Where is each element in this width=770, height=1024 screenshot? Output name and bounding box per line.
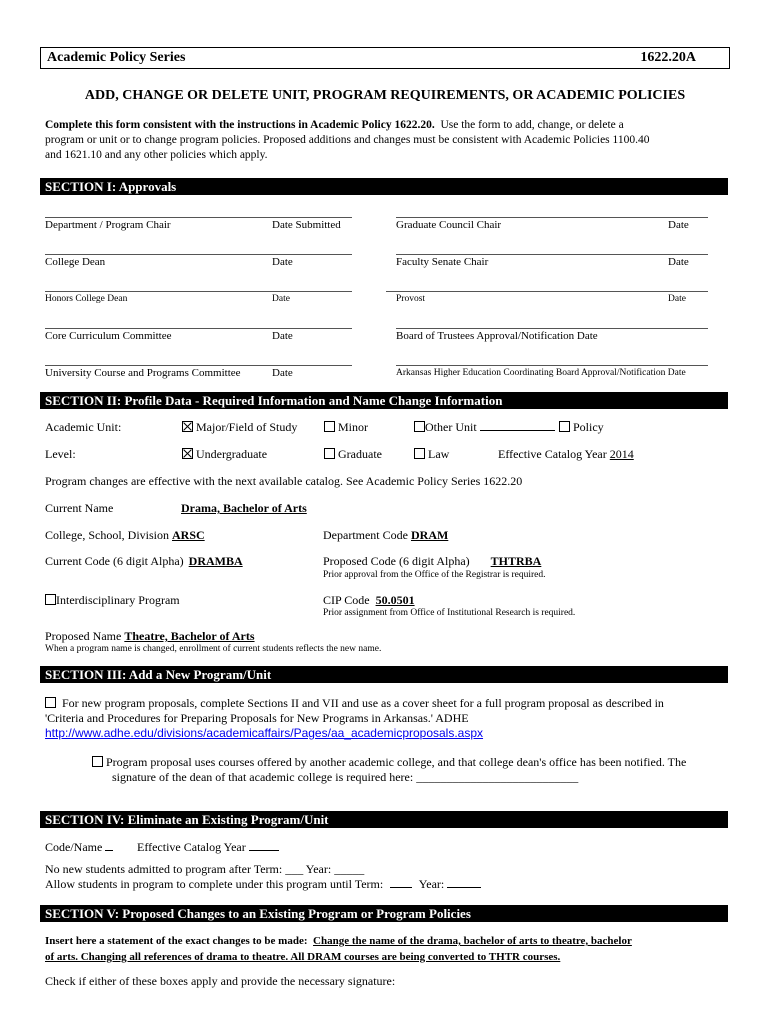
- dept-code-label: Department Code: [323, 528, 408, 542]
- proposed-name-label: Proposed Name: [45, 629, 122, 643]
- other-college-checkbox[interactable]: [92, 756, 103, 767]
- dept-code-field: [323, 528, 448, 543]
- law-option[interactable]: [414, 447, 449, 462]
- sig-line[interactable]: [45, 291, 352, 292]
- new-program-text-2: 'Criteria and Procedures for Preparing Proposals for New Programs in Arkansas.' ADHE: [45, 711, 469, 725]
- other-unit-label: Other Unit: [425, 420, 477, 434]
- sig-date-label: Date: [668, 256, 689, 268]
- elim-catalog-field: [137, 840, 279, 855]
- current-name-value[interactable]: Drama, Bachelor of Arts: [181, 501, 307, 515]
- no-new-students-line: No new students admitted to program after Term: ___ Year: _____: [45, 862, 365, 876]
- sig-line[interactable]: [386, 291, 708, 292]
- other-college-text-2: signature of the dean of that academic college is required here: ___________________________: [112, 770, 579, 784]
- sig-label: Arkansas Higher Education Coordinating Board Approval/Notification Date: [396, 368, 686, 378]
- intro-rest: Use the form to add, change, or delete a: [440, 119, 624, 131]
- code-name-field: [45, 840, 113, 855]
- interdisciplinary-option[interactable]: [45, 593, 180, 608]
- series-number: 1622.20A: [640, 50, 696, 65]
- effective-note: Program changes are effective with the next available catalog. See Academic Policy Series 1622.20: [45, 474, 523, 488]
- sig-line[interactable]: [45, 365, 352, 366]
- code-name-label: Code/Name: [45, 840, 103, 854]
- section3-heading: SECTION III: Add a New Program/Unit: [40, 666, 728, 683]
- exact-changes-text-2[interactable]: of arts. Changing all references of drama to theatre. All DRAM courses are being converted to THTR courses.: [45, 951, 561, 963]
- undergrad-checkbox[interactable]: [182, 448, 193, 459]
- minor-label: Minor: [338, 420, 368, 434]
- cip-field: [323, 593, 415, 608]
- allow-students-line: [45, 877, 481, 892]
- current-code-field: [45, 554, 243, 569]
- current-code-label: Current Code (6 digit Alpha): [45, 554, 184, 568]
- undergrad-label: Undergraduate: [196, 447, 268, 461]
- sig-line[interactable]: [396, 365, 708, 366]
- interdisciplinary-label: Interdisciplinary Program: [56, 593, 180, 607]
- sig-label: University Course and Programs Committee: [45, 367, 241, 379]
- sig-date-label: Date: [272, 330, 293, 342]
- other-college-text-1: Program proposal uses courses offered by another academic college, and that college dean's office has been notified. The: [106, 755, 687, 769]
- other-unit-checkbox[interactable]: [414, 421, 425, 432]
- sig-line[interactable]: [396, 254, 708, 255]
- college-value[interactable]: ARSC: [172, 528, 205, 542]
- exact-changes-label: Insert here a statement of the exact changes to be made:: [45, 935, 308, 947]
- section4-heading: SECTION IV: Eliminate an Existing Program/Unit: [40, 811, 728, 828]
- sig-date-label: Date: [272, 294, 290, 304]
- dept-code-value[interactable]: DRAM: [410, 528, 449, 542]
- new-program-checkbox[interactable]: [45, 697, 56, 708]
- policy-option[interactable]: [559, 420, 604, 435]
- elim-catalog-input[interactable]: [249, 850, 279, 851]
- sig-line[interactable]: [45, 254, 352, 255]
- sig-line[interactable]: [45, 328, 352, 329]
- current-name-label: Current Name: [45, 501, 114, 515]
- other-unit-field[interactable]: [480, 430, 555, 431]
- sig-label: Faculty Senate Chair: [396, 256, 489, 268]
- college-label: College, School, Division: [45, 528, 169, 542]
- proposed-code-label: Proposed Code (6 digit Alpha): [323, 554, 470, 568]
- adhe-link[interactable]: http://www.adhe.edu/divisions/academicaffairs/Pages/aa_academicproposals.aspx: [45, 726, 484, 740]
- policy-checkbox[interactable]: [559, 421, 570, 432]
- catalog-year-label: Effective Catalog Year: [498, 447, 607, 461]
- sig-date-label: Date: [668, 294, 686, 304]
- sig-date-label: Date: [668, 219, 689, 231]
- cip-value[interactable]: 50.0501: [375, 593, 415, 607]
- other-unit-option[interactable]: [414, 420, 555, 435]
- major-checkbox[interactable]: [182, 421, 193, 432]
- major-label: Major/Field of Study: [196, 420, 298, 434]
- sig-label: Core Curriculum Committee: [45, 330, 172, 342]
- graduate-label: Graduate: [338, 447, 382, 461]
- intro-text: [45, 118, 725, 163]
- new-program-text-1: For new program proposals, complete Sections II and VII and use as a cover sheet for a full program proposal as described in: [62, 696, 664, 710]
- exact-changes: [45, 933, 735, 965]
- exact-changes-text-1[interactable]: Change the name of the drama, bachelor of arts to theatre, bachelor: [313, 935, 632, 947]
- catalog-year: [498, 447, 634, 462]
- allow-term-input[interactable]: [390, 887, 412, 888]
- college-field: [45, 528, 205, 543]
- section2-heading: SECTION II: Profile Data - Required Information and Name Change Information: [40, 392, 728, 409]
- intro-bold: Complete this form consistent with the instructions in Academic Policy 1622.20.: [45, 119, 435, 131]
- proposed-name-field: [45, 629, 255, 644]
- series-title: Academic Policy Series: [47, 50, 186, 65]
- proposed-code-field: [323, 554, 541, 569]
- name-change-note: When a program name is changed, enrollment of current students reflects the new name.: [45, 644, 382, 654]
- sig-label: Provost: [396, 294, 426, 304]
- undergrad-option[interactable]: [182, 447, 267, 462]
- allow-year-input[interactable]: [447, 887, 481, 888]
- sig-line[interactable]: [45, 217, 352, 218]
- sig-date-label: Date: [272, 256, 293, 268]
- series-header: [40, 47, 730, 69]
- other-college-paragraph: [92, 755, 732, 785]
- current-code-value[interactable]: DRAMBA: [188, 554, 243, 568]
- proposed-code-value[interactable]: THTRBA: [490, 554, 542, 568]
- sig-line[interactable]: [396, 217, 708, 218]
- intro-line3: and 1621.10 and any other policies which apply.: [45, 149, 268, 161]
- minor-option[interactable]: [324, 420, 368, 435]
- sig-date-label: Date Submitted: [272, 219, 341, 231]
- intro-line2: program or unit or to change program policies. Proposed additions and changes must be consistent with Academic Policies 1100.40: [45, 134, 650, 146]
- check-note: Check if either of these boxes apply and provide the necessary signature:: [45, 974, 396, 988]
- law-label: Law: [428, 447, 450, 461]
- form-title: ADD, CHANGE OR DELETE UNIT, PROGRAM REQUIREMENTS, OR ACADEMIC POLICIES: [84, 88, 686, 103]
- sig-label: Graduate Council Chair: [396, 219, 502, 231]
- section1-heading: SECTION I: Approvals: [40, 178, 728, 195]
- cip-note: Prior assignment from Office of Institutional Research is required.: [323, 608, 576, 618]
- proposed-name-value[interactable]: Theatre, Bachelor of Arts: [124, 629, 255, 643]
- graduate-checkbox[interactable]: [324, 448, 335, 459]
- law-checkbox[interactable]: [414, 448, 425, 459]
- graduate-option[interactable]: [324, 447, 382, 462]
- sig-label: Board of Trustees Approval/Notification Date: [396, 330, 598, 342]
- sig-label: College Dean: [45, 256, 106, 268]
- policy-label: Policy: [573, 420, 604, 434]
- level-label: Level:: [45, 447, 76, 461]
- proposed-code-note: Prior approval from the Office of the Registrar is required.: [323, 570, 546, 580]
- code-name-input[interactable]: [105, 850, 113, 851]
- section5-heading: SECTION V: Proposed Changes to an Existing Program or Program Policies: [40, 905, 728, 922]
- allow-year-label: Year:: [418, 877, 445, 891]
- new-program-paragraph: [45, 696, 735, 741]
- academic-unit-label: Academic Unit:: [45, 420, 122, 434]
- allow-students-label: Allow students in program to complete under this program until Term:: [45, 877, 384, 891]
- sig-label: Honors College Dean: [45, 294, 128, 304]
- major-option[interactable]: [182, 420, 297, 435]
- cip-label: CIP Code: [323, 593, 370, 607]
- catalog-year-value[interactable]: 2014: [609, 447, 634, 461]
- sig-label: Department / Program Chair: [45, 219, 171, 231]
- sig-date-label: Date: [272, 367, 293, 379]
- interdisciplinary-checkbox[interactable]: [45, 594, 56, 605]
- minor-checkbox[interactable]: [324, 421, 335, 432]
- elim-catalog-label: Effective Catalog Year: [137, 840, 246, 854]
- sig-line[interactable]: [396, 328, 708, 329]
